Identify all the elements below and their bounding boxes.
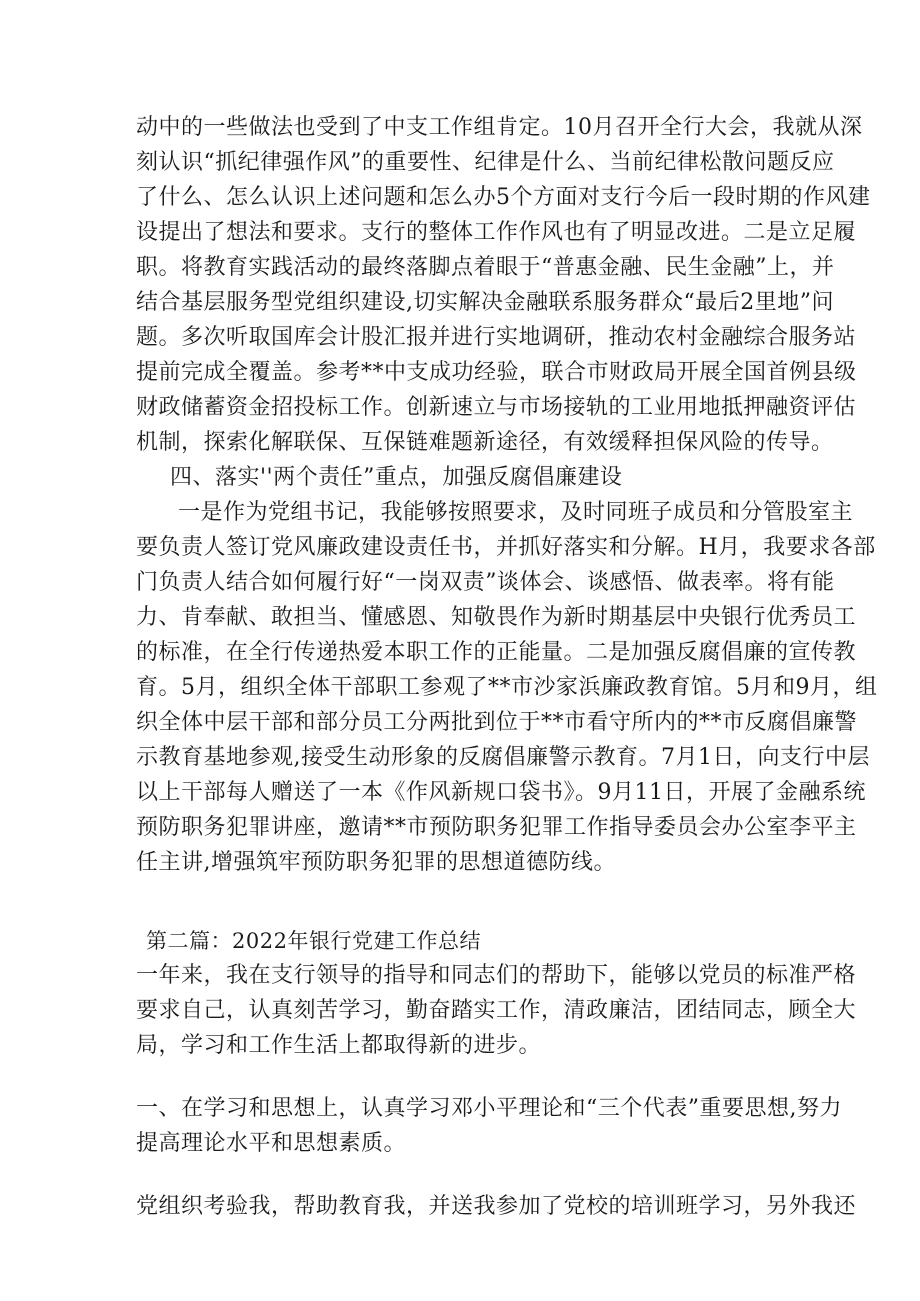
paragraph-line: 门负责人结合如何履行好“一岗双责”谈体会、谈感悟、做表率。将有能 <box>136 570 835 595</box>
section-heading: 四、落实''两个责任”重点，加强反腐倡廉建设 <box>170 465 623 490</box>
paragraph-line: 力、肯奉献、敢担当、懂感恩、知敬畏作为新时期基层中央银行优秀员工 <box>136 605 857 630</box>
paragraph-line: 一年来，我在支行领导的指导和同志们的帮助下，能够以党员的标准严格 <box>136 963 857 988</box>
paragraph-line: 刻认识“抓纪律强作风”的重要性、纪律是什么、当前纪律松散问题反应 <box>136 150 835 175</box>
paragraph-line: 职。将教育实践活动的最终落脚点着眼于“普惠金融、民生金融”上，并 <box>136 255 835 280</box>
paragraph-line: 财政储蓄资金招投标工作。创新速立与市场接轨的工业用地抵押融资评估 <box>136 395 857 420</box>
paragraph-line: 机制，探索化解联保、互保链难题新途径，有效缓释担保风险的传导。 <box>136 430 834 455</box>
paragraph-line: 育。5月，组织全体干部职工参观了**市沙家浜廉政教育馆。5月和9月，组 <box>136 675 878 700</box>
paragraph-line: 设提出了想法和要求。支行的整体工作作风也有了明显改进。二是立足履 <box>136 220 857 245</box>
section-heading-line: 一、在学习和思想上，认真学习邓小平理论和“三个代表”重要思想,努力 <box>136 1096 842 1121</box>
article-title: 第二篇：2022年银行党建工作总结 <box>146 929 481 953</box>
paragraph-line: 题。多次听取国库会计股汇报并进行实地调研，推动农村金融综合服务站 <box>136 325 857 350</box>
paragraph-line: 要负责人签订党风廉政建设责任书，并抓好落实和分解。H月，我要求各部 <box>136 535 876 560</box>
paragraph-line: 的标准，在全行传递热爱本职工作的正能量。二是加强反腐倡廉的宣传教 <box>136 640 857 665</box>
paragraph-line: 党组织考验我，帮助教育我，并送我参加了党校的培训班学习，另外我还 <box>136 1194 857 1219</box>
section-heading-line: 提高理论水平和思想素质。 <box>136 1131 407 1156</box>
paragraph-line: 以上干部每人赠送了一本《作风新规口袋书》。9月11日，开展了金融系统 <box>136 780 866 805</box>
paragraph-line: 局，学习和工作生活上都取得新的进步。 <box>136 1033 542 1058</box>
paragraph-line: 要求自己，认真刻苦学习，勤奋踏实工作，清政廉洁，团结同志，顾全大 <box>136 998 857 1023</box>
paragraph-line: 结合基层服务型党组织建设,切实解决金融联系服务群众“最后2里地”问 <box>136 290 834 315</box>
paragraph-line: 一是作为党组书记，我能够按照要求，及时同班子成员和分管股室主 <box>178 500 854 525</box>
paragraph-line: 提前完成全覆盖。参考**中支成功经验，联合市财政局开展全国首例县级 <box>136 360 857 385</box>
paragraph-line: 织全体中层干部和部分员工分两批到位于**市看守所内的**市反腐倡廉警 <box>136 710 858 735</box>
paragraph-line: 示教育基地参观,接受生动形象的反腐倡廉警示教育。7月1日，向支行中层 <box>136 745 870 770</box>
paragraph-line: 任主讲,增强筑牢预防职务犯罪的思想道德防线。 <box>136 850 616 875</box>
paragraph-line: 预防职务犯罪讲座，邀请**市预防职务犯罪工作指导委员会办公室李平主 <box>136 815 857 840</box>
paragraph-line: 了什么、怎么认识上述问题和怎么办5个方面对支行今后一段时期的作风建 <box>136 185 871 210</box>
paragraph-line: 动中的一些做法也受到了中支工作组肯定。10月召开全行大会，我就从深 <box>136 115 863 140</box>
